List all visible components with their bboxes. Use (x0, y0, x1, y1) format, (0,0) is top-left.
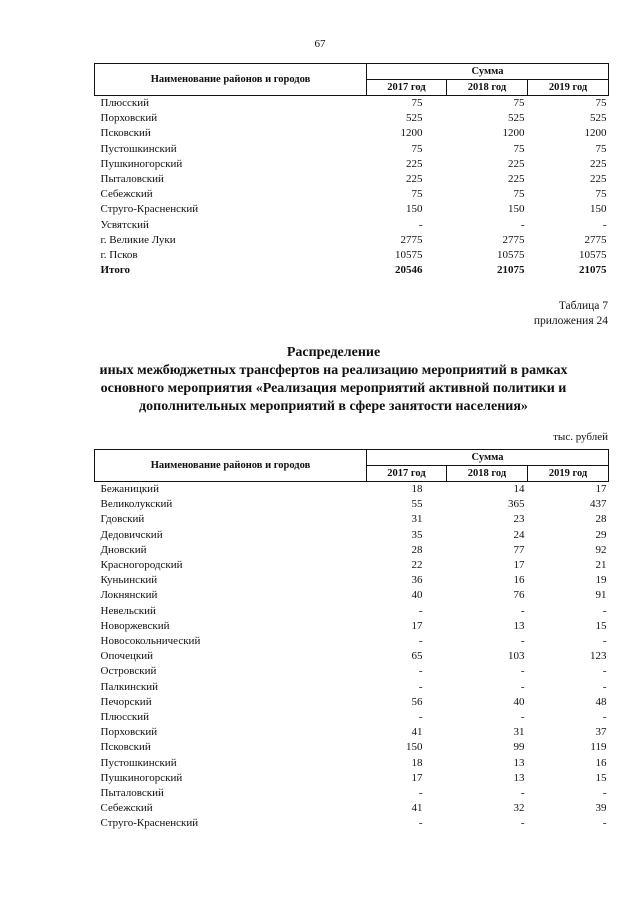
table-row (95, 604, 609, 619)
header-year-2019: 2019 год (528, 80, 609, 96)
value-2019: 15 (595, 771, 607, 784)
value-2019: 17 (595, 483, 607, 495)
value-2017: - (418, 711, 423, 724)
district-name: г. Псков (100, 249, 138, 262)
value-2019: 37 (595, 726, 607, 739)
value-2017: 17 (411, 771, 423, 784)
value-2018: 525 (508, 112, 525, 125)
value-2018: 24 (513, 528, 525, 541)
district-name: Печорский (100, 695, 152, 708)
value-2019: - (602, 787, 607, 800)
table-row (95, 157, 609, 172)
value-2018: - (520, 680, 525, 693)
table-row (95, 558, 609, 573)
value-2017: 20546 (395, 264, 423, 277)
value-2017: 18 (411, 756, 423, 769)
value-2017: 31 (411, 513, 423, 526)
district-name: Псковский (100, 741, 151, 754)
value-2018: 75 (513, 97, 525, 109)
table-number: Таблица 7 (558, 300, 608, 312)
value-2019: 150 (590, 203, 607, 216)
table-row (95, 786, 609, 801)
value-2017: 10575 (395, 249, 423, 262)
district-name: Палкинский (100, 680, 159, 693)
value-2019: - (602, 635, 607, 648)
value-2017: 150 (406, 741, 423, 754)
district-name: Новоржевский (100, 619, 170, 632)
value-2017: 225 (406, 173, 423, 186)
value-2017: 55 (411, 498, 423, 511)
value-2018: 31 (513, 726, 525, 739)
table-row (95, 202, 609, 217)
table-row (95, 528, 609, 543)
value-2018: 225 (508, 157, 525, 170)
table-row (95, 588, 609, 603)
header-year-2017: 2017 год (367, 466, 447, 482)
district-name: Порховский (100, 726, 158, 739)
transfers-table-1 (94, 63, 609, 278)
district-name: Пушкиногорский (100, 771, 183, 784)
value-2018: 75 (513, 188, 525, 201)
document-title (60, 344, 607, 416)
value-2019: 225 (590, 173, 607, 186)
table-row (95, 695, 609, 710)
district-name: Дедовичский (100, 528, 163, 541)
title-line-1: Распределение (286, 345, 381, 360)
value-2018: 17 (513, 559, 525, 572)
table-row (95, 573, 609, 588)
value-2018: 365 (508, 498, 525, 511)
table-row (95, 233, 609, 248)
table-row (95, 725, 609, 740)
value-2017: 75 (411, 142, 423, 155)
district-name: Пушкиногорский (100, 157, 183, 170)
district-name: Гдовский (100, 513, 145, 526)
value-2019: 2775 (584, 233, 607, 246)
value-2019: 21075 (579, 264, 607, 277)
value-2018: 32 (513, 802, 525, 815)
header-sum: Сумма (367, 450, 609, 466)
header-name-col: Наименование районов и городов (95, 64, 367, 96)
table-row (95, 771, 609, 786)
district-name: Итого (100, 264, 131, 277)
district-name: Себежский (100, 802, 153, 815)
table-row (95, 218, 609, 233)
value-2019: 19 (595, 574, 607, 587)
value-2019: 525 (590, 112, 607, 125)
table-row (95, 801, 609, 816)
table-row (95, 187, 609, 202)
table-row (95, 512, 609, 527)
table-row (95, 680, 609, 695)
total-row (95, 263, 609, 278)
district-name: Дновский (100, 543, 147, 556)
table-row (95, 649, 609, 664)
table-row (95, 619, 609, 634)
table-row (95, 756, 609, 771)
value-2018: 150 (508, 203, 525, 216)
header-name-col: Наименование районов и городов (95, 450, 367, 482)
district-name: Плюсский (100, 711, 150, 724)
table-row (95, 740, 609, 755)
value-2019: 10575 (579, 249, 607, 262)
value-2019: 16 (595, 756, 607, 769)
value-2018: 13 (513, 619, 525, 632)
table-row (95, 172, 609, 187)
district-name: Новосокольнический (100, 635, 201, 648)
value-2017: 525 (406, 112, 423, 125)
value-2019: 123 (590, 650, 607, 663)
value-2018: 40 (513, 695, 525, 708)
value-2017: 35 (411, 528, 423, 541)
value-2017: 65 (411, 650, 423, 663)
value-2017: - (418, 787, 423, 800)
value-2017: 75 (411, 188, 423, 201)
district-name: Великолукский (100, 498, 173, 511)
value-2018: 103 (508, 650, 525, 663)
table-row (95, 111, 609, 126)
value-2019: 75 (595, 188, 607, 201)
value-2017: 2775 (400, 233, 423, 246)
value-2019: 29 (595, 528, 607, 541)
value-2018: 77 (513, 543, 525, 556)
value-2019: 28 (595, 513, 607, 526)
title-line-3: основного мероприятия «Реализация мероприятий активной политики и (100, 381, 567, 396)
value-2018: - (520, 711, 525, 724)
district-name: Невельский (100, 604, 156, 617)
header-year-2018: 2018 год (447, 466, 528, 482)
district-name: Пустошкинский (100, 756, 177, 769)
value-2017: 41 (411, 802, 423, 815)
value-2019: 92 (595, 543, 607, 556)
value-2019: 39 (595, 802, 607, 815)
value-2018: 225 (508, 173, 525, 186)
value-2019: 21 (595, 559, 607, 572)
title-line-2: иных межбюджетных трансфертов на реализацию мероприятий в рамках (99, 363, 568, 378)
value-2019: - (602, 218, 607, 231)
value-2017: 17 (411, 619, 423, 632)
value-2018: 99 (513, 741, 525, 754)
value-2018: 13 (513, 771, 525, 784)
value-2019: - (602, 711, 607, 724)
district-name: Пыталовский (100, 173, 164, 186)
district-name: Себежский (100, 188, 153, 201)
district-name: г. Великие Луки (100, 233, 176, 246)
value-2017: 75 (411, 97, 423, 109)
value-2018: - (520, 218, 525, 231)
value-2018: 2775 (502, 233, 525, 246)
value-2018: 23 (513, 513, 525, 526)
district-name: Пустошкинский (100, 142, 177, 155)
table-row (95, 634, 609, 649)
value-2018: 75 (513, 142, 525, 155)
value-2017: 22 (411, 559, 423, 572)
value-2019: - (602, 680, 607, 693)
value-2019: - (602, 817, 607, 830)
table-row (95, 710, 609, 725)
district-name: Островский (100, 665, 157, 678)
value-2017: - (418, 665, 423, 678)
value-2018: - (520, 665, 525, 678)
value-2017: 150 (406, 203, 423, 216)
value-2019: 91 (595, 589, 607, 602)
table-row (95, 126, 609, 141)
header-year-2019: 2019 год (528, 466, 609, 482)
district-name: Усвятский (100, 218, 149, 231)
value-2017: - (418, 680, 423, 693)
value-2019: - (602, 665, 607, 678)
value-2018: 10575 (497, 249, 525, 262)
district-name: Плюсский (100, 97, 150, 109)
value-2019: 75 (595, 97, 607, 109)
value-2018: - (520, 604, 525, 617)
value-2017: 56 (411, 695, 423, 708)
header-sum: Сумма (367, 64, 609, 80)
value-2019: 119 (590, 741, 607, 754)
table-row (95, 664, 609, 679)
value-2018: - (520, 817, 525, 830)
value-2017: - (418, 604, 423, 617)
district-name: Порховский (100, 112, 158, 125)
table-row (95, 248, 609, 263)
value-2018: 1200 (502, 127, 525, 140)
district-name: Бежаницкий (100, 483, 159, 495)
page-number: 67 (314, 38, 326, 50)
value-2017: - (418, 218, 423, 231)
table-row (95, 497, 609, 512)
table-row (95, 96, 609, 112)
value-2017: 41 (411, 726, 423, 739)
header-year-2017: 2017 год (367, 80, 447, 96)
value-2019: 225 (590, 157, 607, 170)
appendix-ref: приложения 24 (533, 315, 608, 327)
value-2019: - (602, 604, 607, 617)
value-2018: 16 (513, 574, 525, 587)
header-year-2018: 2018 год (447, 80, 528, 96)
table-row (95, 816, 609, 831)
value-2017: 18 (411, 483, 423, 495)
district-name: Пыталовский (100, 787, 164, 800)
value-2019: 1200 (584, 127, 607, 140)
district-name: Красногородский (100, 559, 183, 572)
table-row (95, 142, 609, 157)
district-name: Струго-Красненский (100, 203, 199, 216)
value-2017: - (418, 817, 423, 830)
district-name: Струго-Красненский (100, 817, 199, 830)
district-name: Локнянский (100, 589, 158, 602)
value-2019: 75 (595, 142, 607, 155)
value-2019: 437 (590, 498, 607, 511)
value-2019: 48 (595, 695, 607, 708)
title-line-4: дополнительных мероприятий в сфере занятости населения» (139, 399, 528, 414)
units-label: тыс. рублей (553, 431, 608, 443)
value-2018: 21075 (497, 264, 525, 277)
value-2017: 1200 (400, 127, 423, 140)
district-name: Псковский (100, 127, 151, 140)
value-2018: 76 (513, 589, 525, 602)
value-2017: 40 (411, 589, 423, 602)
table-row (95, 482, 609, 498)
transfers-table-2 (94, 449, 609, 832)
value-2018: 14 (513, 483, 525, 495)
district-name: Куньинский (100, 574, 158, 587)
value-2018: - (520, 787, 525, 800)
district-name: Опочецкий (100, 650, 153, 663)
value-2017: 225 (406, 157, 423, 170)
value-2019: 15 (595, 619, 607, 632)
value-2017: 36 (411, 574, 423, 587)
value-2017: 28 (411, 543, 423, 556)
value-2018: - (520, 635, 525, 648)
table-row (95, 543, 609, 558)
value-2017: - (418, 635, 423, 648)
value-2018: 13 (513, 756, 525, 769)
